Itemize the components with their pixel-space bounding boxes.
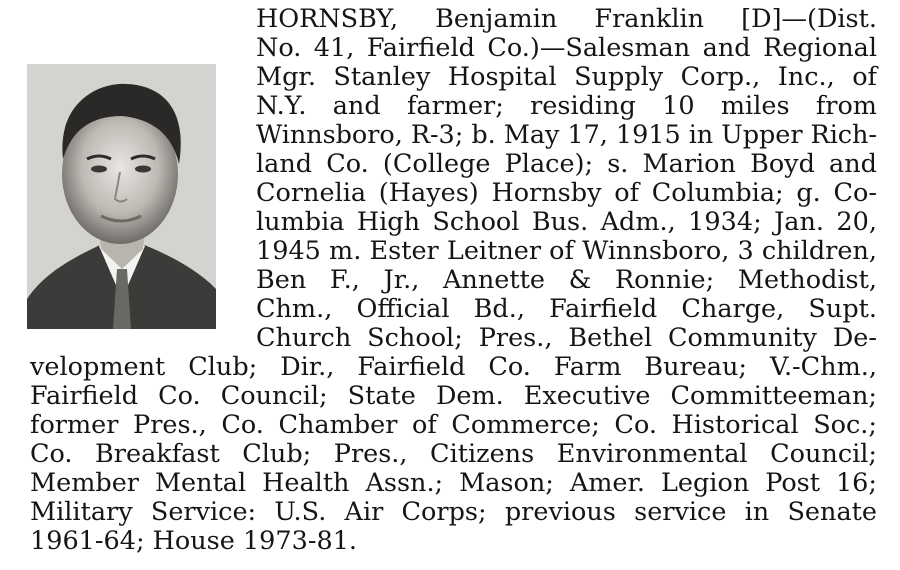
entry-line-18: Military Service: U.S. Air Corps; previous service in Senate [30,497,877,527]
entry-line-17: Member Mental Health Assn.; Mason; Amer. Legion Post 16; [30,468,877,498]
entry-line-5: Winnsboro, R-3; b. May 17, 1915 in Upper Rich- [256,120,877,150]
entry-line-16: Co. Breakfast Club; Pres., Citizens Environmental Council; [30,439,877,469]
entry-line-13: velopment Club; Dir., Fairfield Co. Farm Bureau; V.-Chm., [30,352,877,382]
entry-line-15: former Pres., Co. Chamber of Commerce; Co. Historical Soc.; [30,410,877,440]
portrait-photo [27,64,216,329]
entry-line-7: Cornelia (Hayes) Hornsby of Columbia; g. Co- [256,178,877,208]
entry-line-19: 1961-64; House 1973-81. [30,526,358,556]
entry-line-14: Fairfield Co. Council; State Dem. Executive Committeeman; [30,381,877,411]
entry-line-11: Chm., Official Bd., Fairfield Charge, Supt. [256,294,877,324]
entry-line-4: N.Y. and farmer; residing 10 miles from [256,91,877,121]
entry-line-12: Church School; Pres., Bethel Community De- [256,323,877,353]
entry-line-6: land Co. (College Place); s. Marion Boyd and [256,149,877,179]
entry-line-2: No. 41, Fairfield Co.)—Salesman and Regional [256,33,877,63]
portrait-photo-icon [27,64,216,329]
entry-line-10: Ben F., Jr., Annette & Ronnie; Methodist, [256,265,877,295]
entry-line-9: 1945 m. Ester Leitner of Winnsboro, 3 children, [256,236,877,266]
entry-line-3: Mgr. Stanley Hospital Supply Corp., Inc., of [256,62,877,92]
entry-line-8: lumbia High School Bus. Adm., 1934; Jan. 20, [256,207,877,237]
entry-line-1: HORNSBY, Benjamin Franklin [D]—(Dist. [256,4,877,34]
